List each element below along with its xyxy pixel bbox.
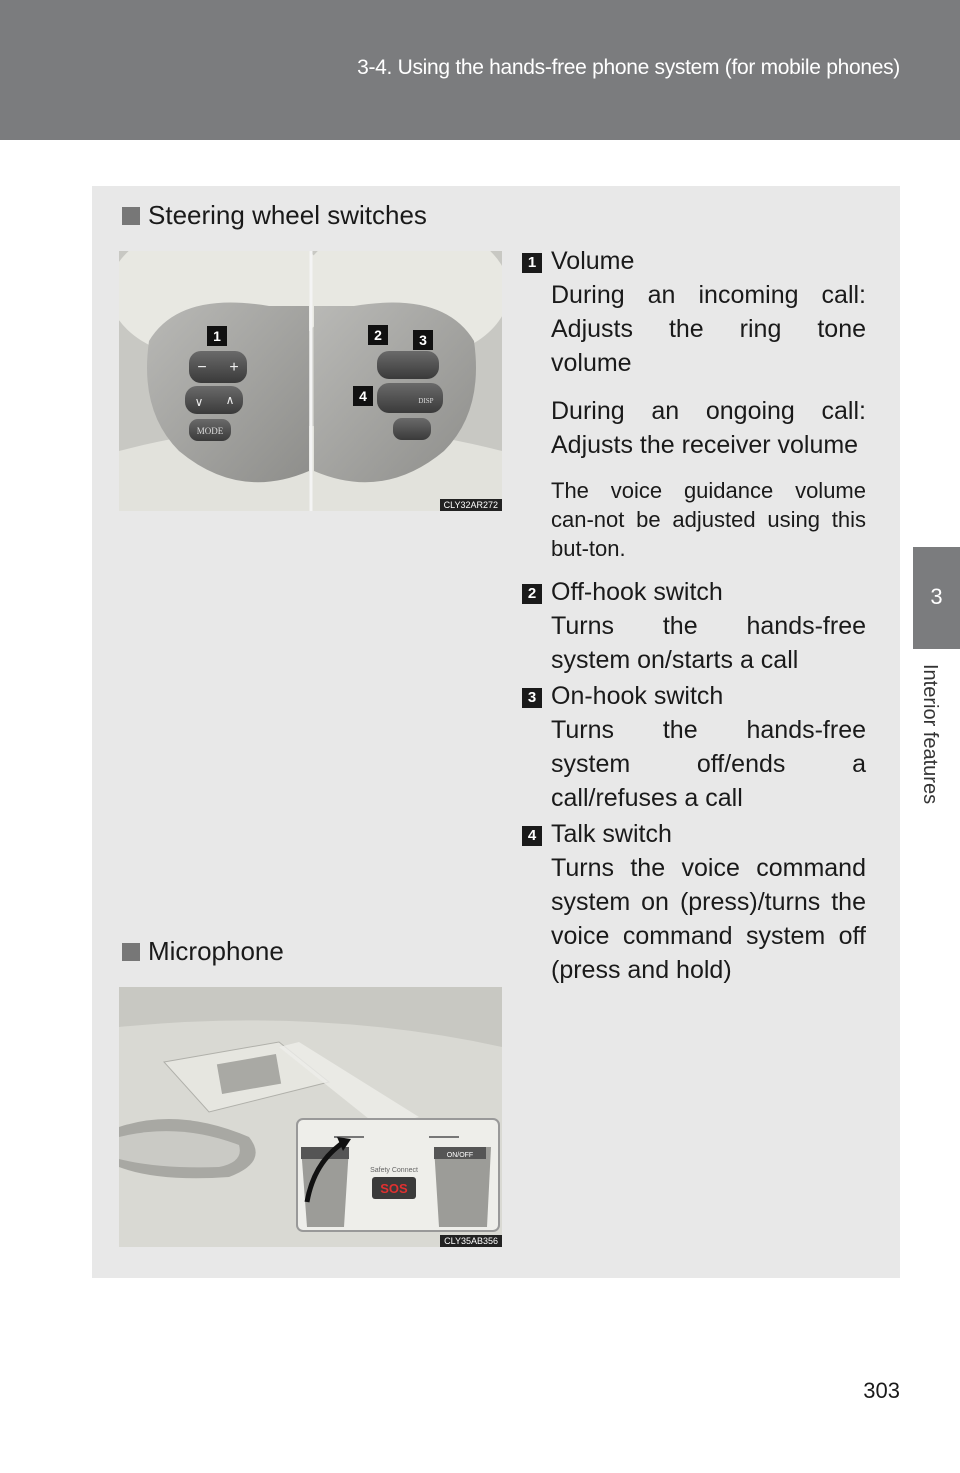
- item-title: Off-hook switch: [551, 578, 723, 606]
- figure-label-4: 4: [359, 388, 367, 404]
- chapter-tab-label: Interior features: [919, 664, 941, 805]
- list-item: [522, 679, 866, 815]
- figure-label-3: 3: [419, 332, 427, 348]
- square-bullet-icon: [122, 943, 140, 961]
- figure-code: CLY35AB356: [440, 1235, 502, 1247]
- item-description: During an ongoing call: Adjusts the receiver volume: [551, 397, 866, 459]
- figure-code: CLY32AR272: [440, 499, 502, 511]
- number-badge: 3: [522, 688, 542, 708]
- overhead-console-illustration: [119, 987, 502, 1247]
- list-item: [522, 244, 866, 563]
- item-description: During an incoming call: Adjusts the ring tone volume: [551, 281, 866, 377]
- list-item: [522, 817, 866, 987]
- number-badge: 1: [522, 253, 542, 273]
- item-description: Turns the hands-free system off/ends a call/refuses a call: [551, 716, 866, 812]
- onoff-button-label: ON/OFF: [446, 1152, 474, 1159]
- item-description: Turns the voice command system on (press)/turns the voice command system off (press and hold): [551, 854, 866, 984]
- chapter-tab: 3: [913, 547, 960, 649]
- disp-button-label: DISP: [418, 397, 434, 405]
- chapter-title: 3-4. Using the hands-free phone system (for mobile phones): [357, 56, 900, 79]
- svg-text:∧: ∧: [225, 393, 235, 407]
- item-note: The voice guidance volume can-not be adjusted using this but-ton.: [551, 478, 866, 561]
- number-badge: 4: [522, 826, 542, 846]
- steering-wheel-figure: [119, 251, 502, 511]
- safety-connect-label: Safety Connect: [370, 1167, 418, 1174]
- page-number: 303: [863, 1378, 900, 1403]
- item-description: Turns the hands-free system on/starts a call: [551, 612, 866, 674]
- page-header: [0, 0, 960, 140]
- square-bullet-icon: [122, 207, 140, 225]
- figure-label-1: 1: [213, 328, 221, 344]
- number-badge: 2: [522, 584, 542, 604]
- section-title-microphone: Microphone: [122, 936, 284, 967]
- svg-text:∨: ∨: [194, 395, 204, 409]
- item-title: Talk switch: [551, 820, 672, 848]
- item-title: Volume: [551, 247, 635, 275]
- sos-button-label: SOS: [380, 1181, 408, 1196]
- section-title-steering: Steering wheel switches: [122, 200, 427, 231]
- list-item: [522, 575, 866, 677]
- svg-text:+: +: [229, 359, 239, 376]
- steering-wheel-illustration: [119, 251, 502, 511]
- figure-label-2: 2: [374, 327, 382, 343]
- microphone-figure: [119, 987, 502, 1247]
- mode-button-label: MODE: [196, 426, 224, 436]
- item-title: On-hook switch: [551, 682, 724, 710]
- switch-descriptions: [522, 244, 866, 989]
- svg-text:−: −: [197, 359, 207, 376]
